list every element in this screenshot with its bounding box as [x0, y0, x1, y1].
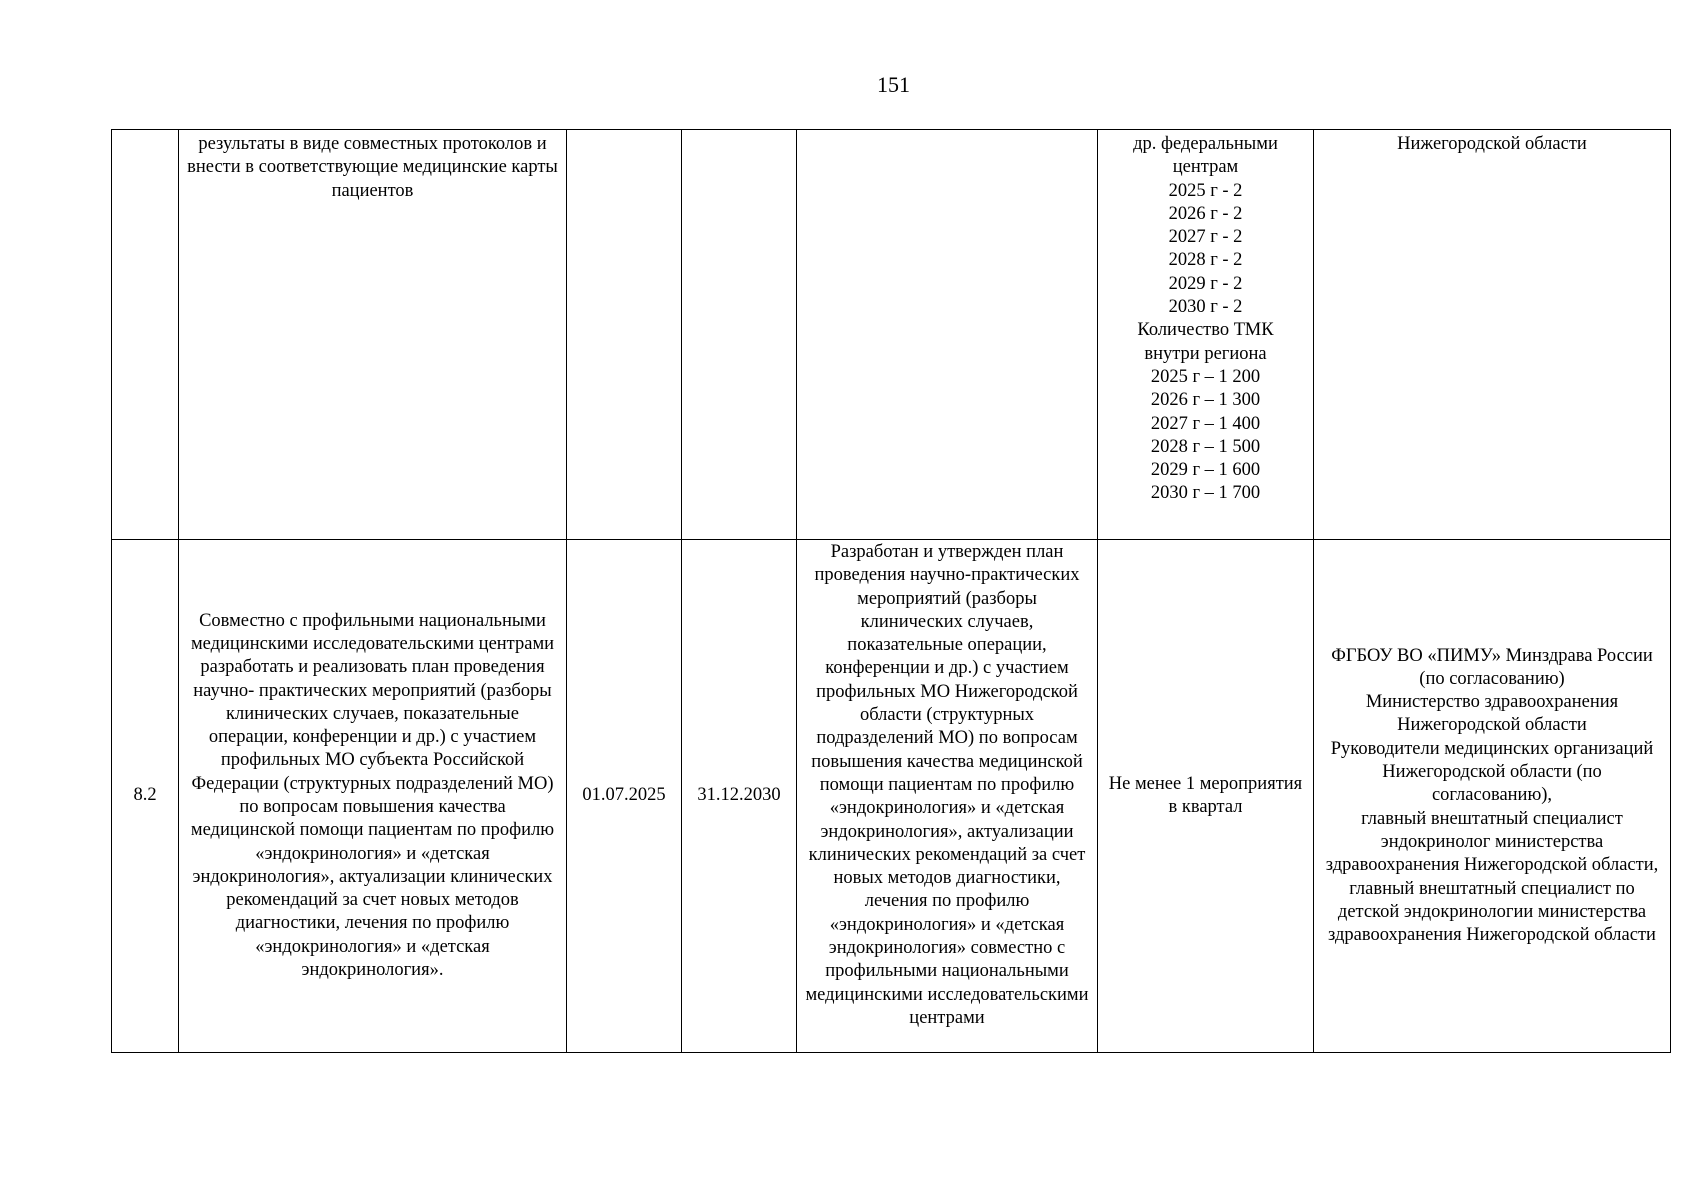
responsible-line: Руководители медицинских организаций Нижегородской области (по согласованию), [1330, 738, 1654, 806]
row-number-cell: 8.2 [112, 540, 179, 1053]
activity-text: результаты в виде совместных протоколов и внести в соответствующие медицинские карты пациентов [187, 134, 558, 201]
responsible-line: главный внештатный специалист эндокринолог министерства здравоохранения Нижегородской области, [1325, 808, 1659, 876]
start-date-cell [567, 130, 682, 540]
row-number-cell [112, 130, 179, 540]
indicator-line: 2029 г – 1 600 [1150, 460, 1261, 481]
activity-cell [179, 130, 567, 540]
activity-cell [179, 540, 567, 1053]
indicator-text: Не менее 1 мероприятия в квартал [1108, 773, 1303, 817]
result-cell [797, 130, 1098, 540]
indicator-line: центрам [1172, 157, 1239, 178]
indicator-line: внутри региона [1144, 343, 1267, 364]
indicator-line: др. федеральными [1133, 134, 1278, 154]
indicator-line: 2028 г - 2 [1168, 250, 1243, 271]
responsible-line: ФГБОУ ВО «ПИМУ» Минздрава России (по согласованию) [1331, 645, 1653, 689]
end-date-cell: 31.12.2030 [682, 540, 797, 1053]
responsible-line: главный внештатный специалист по детской эндокринологии министерства здравоохранения Нижегородской области [1328, 878, 1656, 946]
result-text: Разработан и утвержден план проведения научно-практических мероприятий (разборы клинических случаев, показательные операции, конференции и др.) с участием профильных МО Нижегородской области (структурных подразделений МО) по вопросам повышения качества медицинской помощи пациентам по профилю «эндокринология» и «детская эндокринология», актуализации клинических рекомендаций за счет новых методов диагностики, лечения по профилю «эндокринология» и «детская эндокринология» совместно с профильными национальными медицинскими исследовательскими центрами [805, 542, 1089, 1028]
responsible-cell: Нижегородской области [1314, 130, 1671, 540]
indicator-line: Количество ТМК [1137, 320, 1274, 341]
table-row [112, 540, 1671, 1053]
activity-text: Совместно с профильными национальными медицинскими исследовательскими центрами разработать и реализовать план проведения научно- практических мероприятий (разборы клинических случаев, показательные операции, конференции и др.) с участием профильных МО субъекта Российской Федерации (структурных подразделений МО) по вопросам повышения качества медицинской помощи пациентам по профилю «эндокринология» и «детская эндокринология», актуализации клинических рекомендаций за счет новых методов диагностики, лечения по профилю «эндокринология» и «детская эндокринология». [190, 610, 555, 981]
indicator-line: 2030 г – 1 700 [1150, 483, 1261, 504]
end-date-cell [682, 130, 797, 540]
indicator-line: 2026 г - 2 [1168, 203, 1243, 224]
indicator-line: 2025 г - 2 [1168, 180, 1243, 201]
page-number: 151 [877, 72, 910, 97]
indicator-line: 2026 г – 1 300 [1150, 390, 1261, 411]
plan-table [111, 129, 1671, 1053]
indicator-cell [1098, 540, 1314, 1053]
indicator-line: 2025 г – 1 200 [1150, 366, 1261, 387]
indicator-line: 2027 г – 1 400 [1150, 413, 1261, 434]
indicator-line: 2030 г - 2 [1168, 297, 1243, 318]
indicator-cell [1098, 130, 1314, 540]
indicator-line: 2028 г – 1 500 [1150, 436, 1261, 457]
indicator-line: 2029 г - 2 [1168, 273, 1243, 294]
responsible-cell [1314, 540, 1671, 1053]
start-date-cell: 01.07.2025 [567, 540, 682, 1053]
result-cell [797, 540, 1098, 1053]
table-row [112, 130, 1671, 540]
indicator-line: 2027 г - 2 [1168, 227, 1243, 248]
responsible-line: Министерство здравоохранения Нижегородской области [1365, 692, 1619, 736]
